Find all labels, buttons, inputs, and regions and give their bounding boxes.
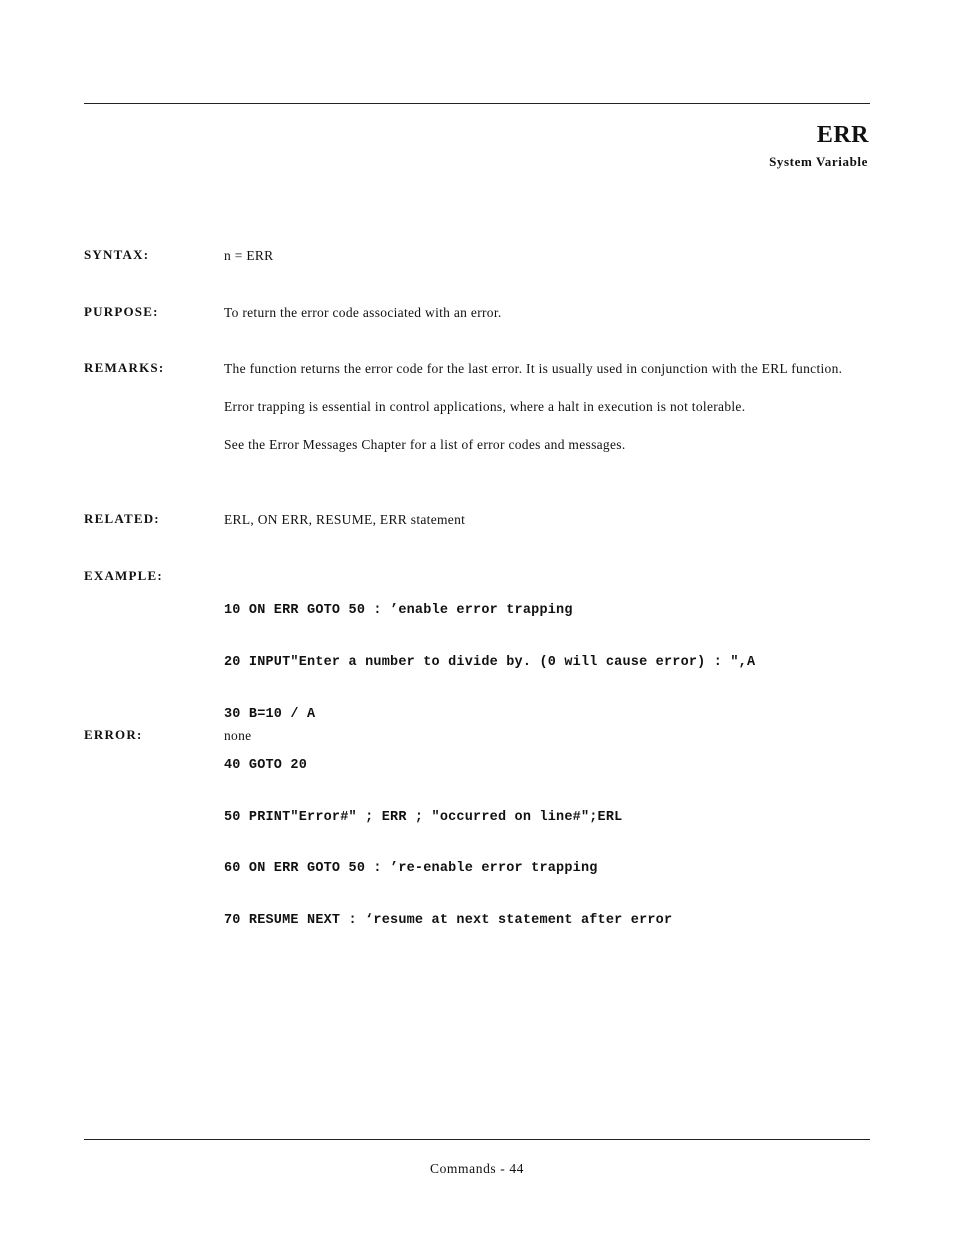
purpose-text: To return the error code associated with an error. — [224, 305, 502, 320]
error-label: ERROR: — [84, 727, 143, 742]
code-line: 50 PRINT"Error#" ; ERR ; "occurred on line#";ERL — [224, 809, 623, 825]
code-line: 20 INPUT"Enter a number to divide by. (0 will cause error) : ",A — [224, 655, 756, 670]
related-label: RELATED: — [84, 511, 160, 526]
code-line: 30 B=10 / A — [224, 706, 316, 722]
related-text: ERL, ON ERR, RESUME, ERR statement — [224, 512, 466, 527]
code-line: 40 GOTO 20 — [224, 758, 308, 774]
syntax-text: n = ERR — [224, 248, 274, 263]
syntax-label: SYNTAX: — [84, 247, 150, 262]
code-line: 70 RESUME NEXT : ‘resume at next statement after error — [224, 912, 673, 928]
purpose-label: PURPOSE: — [84, 304, 159, 319]
remarks-paragraph: Error trapping is essential in control applications, where a halt in execution is not tolerable. — [224, 399, 746, 414]
remarks-paragraph: See the Error Messages Chapter for a list of error codes and messages. — [224, 437, 626, 452]
remarks-label: REMARKS: — [84, 360, 165, 375]
code-line: 60 ON ERR GOTO 50 : ’re-enable error trapping — [224, 861, 598, 877]
code-line: 10 ON ERR GOTO 50 : ’enable error trapping — [224, 603, 573, 619]
error-text: none — [224, 728, 252, 743]
example-label: EXAMPLE: — [84, 568, 163, 583]
page-subtitle: System Variable — [769, 154, 868, 169]
example-code-block — [224, 568, 755, 946]
footer-rule — [84, 1139, 870, 1140]
page-title: ERR — [816, 122, 869, 148]
remarks-body — [224, 359, 870, 473]
page-number: Commands - 44 — [429, 1161, 525, 1176]
header-rule — [84, 103, 870, 104]
remarks-paragraph: The function returns the error code for the last error. It is usually used in conjunction with the ERL function. — [224, 361, 843, 376]
